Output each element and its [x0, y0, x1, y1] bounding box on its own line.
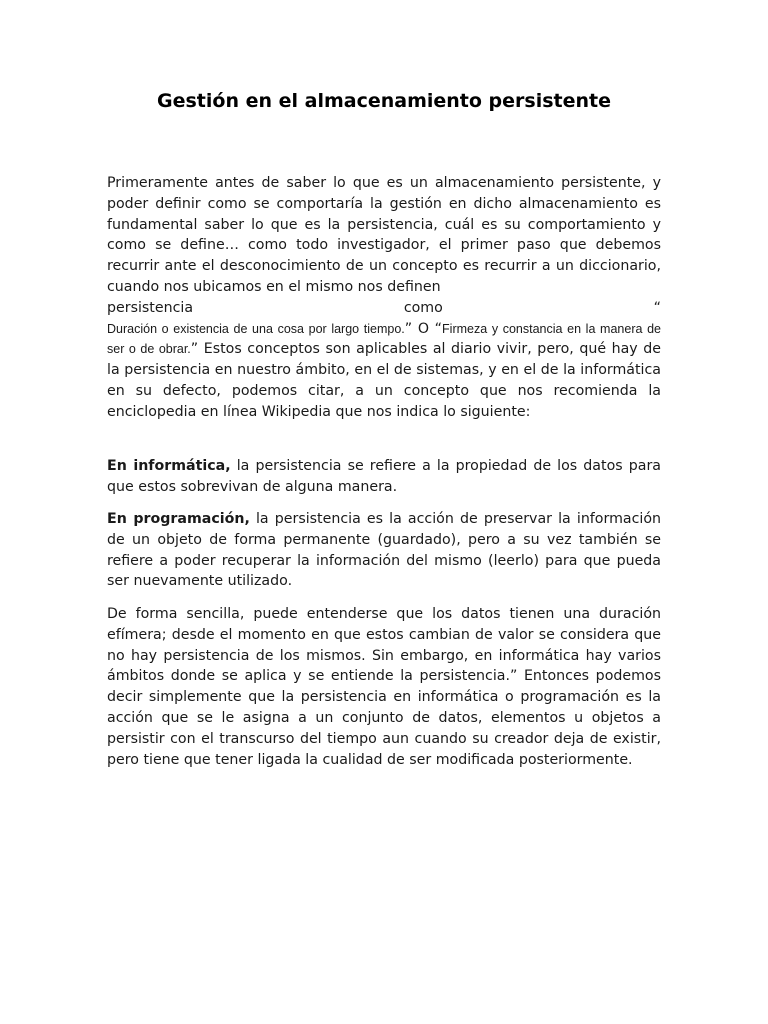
spread-word-persistencia: persistencia — [107, 299, 194, 316]
paragraph-informatica-lead: En informática, — [107, 458, 231, 474]
dictionary-quote-2: Firmeza y constancia en la manera de ser o de obrar. — [107, 321, 661, 357]
paragraph-conclusion: De forma sencilla, puede entenderse que los datos tienen una duración efímera; desde el momento en que estos cambian de valor se considera que no hay persistencia de los mismos. Sin embargo, en informática hay varios ámbitos donde se aplica y se entiende la persistencia.” Entonces podemos decir simplemente que la persistencia en informática o programación es la acción que se le asigna a un conjunto de datos, elementos u objetos a persistir con el transcurso del tiempo aun cuando su creador deja de existir, pero tiene que tener ligada la cualidad de ser modificada posteriormente. — [107, 606, 661, 768]
spread-word-quote-open: “ — [653, 299, 661, 316]
paragraph-programacion — [107, 509, 661, 592]
quote-separator: ” O “ — [404, 320, 443, 337]
document-title: Gestión en el almacenamiento persistente — [157, 90, 611, 112]
paragraph-intro-text: Primeramente antes de saber lo que es un almacenamiento persistente, y poder definir como se comportaría la gestión en dicho almacenamiento es fundamental saber lo que es la persistencia, cuál es su comportamiento y como se define… como todo investigador, el primer paso que debemos recurrir ante el desconocimiento de un concepto es recurrir a un diccionario, cuando nos ubicamos en el mismo nos definen — [107, 175, 661, 295]
paragraph-intro — [107, 173, 661, 423]
spread-line — [107, 298, 661, 319]
paragraph-informatica — [107, 456, 661, 498]
paragraph-programacion-lead: En programación, — [107, 511, 250, 527]
dictionary-quote-1: Duración o existencia de una cosa por largo tiempo. — [107, 321, 405, 336]
quote-close: ” — [190, 341, 199, 358]
paragraph-intro-continuation: Estos conceptos son aplicables al diario vivir, pero, qué hay de la persistencia en nuestro ámbito, en el de sistemas, y en el de la informática en su defecto, podemos citar, a un concepto que nos recomienda la enciclopedia en línea Wikipedia que nos indica lo siguiente: — [107, 341, 662, 420]
paragraph-programacion-text: la persistencia es la acción de preservar la información de un objeto de forma permanente (guardado), pero a su vez también se refiere a poder recuperar la información del mismo (leerlo) para que pueda ser nuevamente utilizado. — [107, 511, 661, 590]
paragraph-informatica-text: la persistencia se refiere a la propiedad de los datos para que estos sobrevivan de alguna manera. — [107, 458, 661, 495]
spread-word-como: como — [403, 299, 443, 316]
